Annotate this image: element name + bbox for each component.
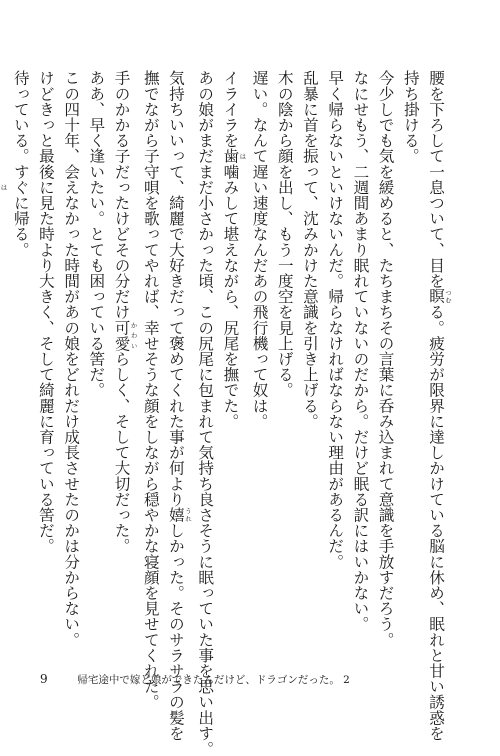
ruby-reading: うれ [183, 506, 192, 523]
ruby-base: 歯 [221, 148, 240, 164]
paragraph-text: らしく、そして大切だった。 [112, 350, 131, 554]
ruby-annotation [0, 179, 8, 195]
paragraph: 乱暴に首を振って、沈みかけた意識を引き上げる。 [300, 70, 319, 429]
paragraph: 早く帰らないといけないんだ。帰らなければならない理由があるんだ。 [326, 70, 345, 570]
ruby-reading: かわい [129, 319, 138, 351]
paragraph: 待っている。すぐに帰る。 [11, 70, 30, 258]
paragraph [163, 70, 192, 741]
ruby-base: 瞑 [427, 288, 445, 305]
page-footer [40, 672, 350, 687]
paragraph: 今少しでも気を緩めると、たちまちその言葉に呑み込まれて意識を手放すだろう。 [376, 70, 395, 648]
paragraph-text: しかった。そのサラサラの髪を [166, 522, 185, 741]
page-number: 9 [40, 672, 48, 686]
ruby-annotation [166, 506, 192, 523]
paragraph-text: る。疲労が限界に達しかけている脳に休め、眠れと甘い誘惑を [427, 304, 445, 741]
ruby-annotation [112, 319, 138, 351]
paragraph-text: 手のかかる子だったけどその分だけ [112, 70, 131, 320]
ruby-reading: は [238, 148, 247, 164]
paragraph: けどきっと最後に見た時より大きく、そして綺麗に育っている筈だ。 [36, 70, 55, 554]
ruby-annotation [427, 288, 452, 305]
paragraph [108, 70, 137, 630]
paragraph: なにせもう、二週間あまり眠れていないのだから。だけど眠る訳にはいかない。 [351, 70, 370, 632]
paragraph [0, 70, 8, 630]
paragraph-text: 腰を下ろして一息ついて、目を [427, 70, 445, 289]
paragraph-text: イライラを [221, 70, 240, 148]
paragraph-text: 噛みして堪えながら、尻尾を撫でた。 [221, 163, 240, 429]
ruby-reading: つむ [444, 288, 452, 304]
paragraph: ああ、早く逢いたい。とても困っている筈だ。 [87, 70, 106, 398]
paragraph [217, 70, 246, 630]
ruby-base: 可愛 [112, 319, 131, 351]
paragraph-text [0, 70, 1, 179]
paragraph [423, 70, 452, 741]
ruby-annotation [221, 148, 247, 164]
running-title: 帰宅途中で嫁と娘ができたんだけど、ドラゴンだった。 2 [77, 674, 350, 686]
paragraph-text: 気持ちいいって、綺麗で大好きだって褒めてくれた事が何より [166, 70, 185, 507]
paragraph-text [0, 195, 1, 538]
ruby-reading: は [0, 179, 8, 195]
paragraph: 持ち掛ける。 [401, 70, 420, 164]
paragraph: 遅い。なんて遅い速度なんだあの飛行機って奴は。 [250, 70, 269, 429]
paragraph: 撫でながら子守唄を歌ってやれば、幸せそうな顔をしながら穏やかな寝顔を見せてくれた。 [141, 70, 160, 710]
paragraph: 木の陰から顔を出し、もう一度空を見上げる。 [275, 70, 294, 398]
paragraph: あの娘がまだまだ小さかった頃、この尻尾に包まれて気持ち良さそうに眠っていた事を思い出す。 [196, 70, 215, 756]
paragraph: この四十年、会えなかった時間があの娘をどれだけ成長させたのかは分からない。 [62, 70, 81, 648]
ruby-base: 嬉 [166, 506, 185, 523]
